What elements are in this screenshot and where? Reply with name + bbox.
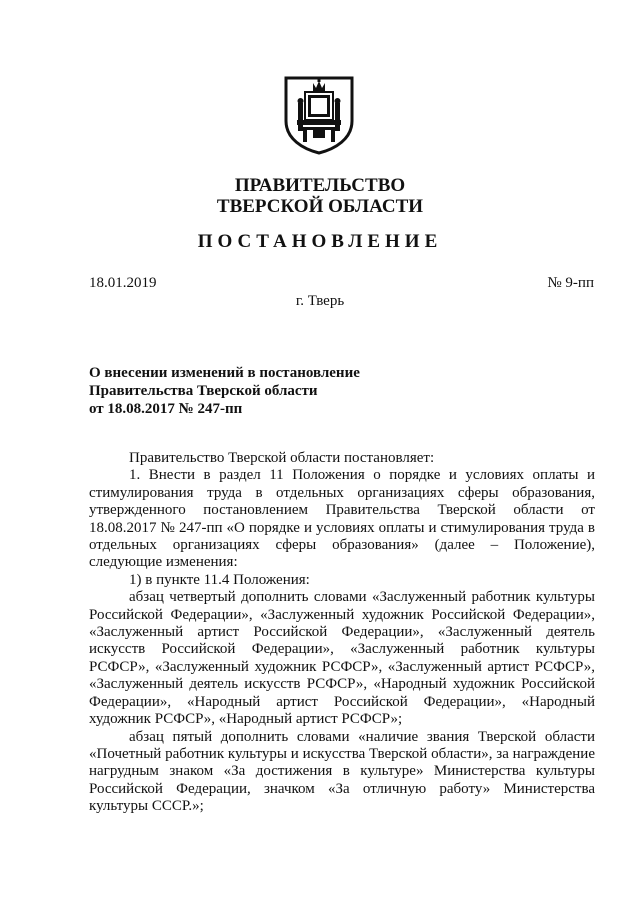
document-type: ПОСТАНОВЛЕНИЕ [197, 231, 443, 252]
government-title: ПРАВИТЕЛЬСТВО [234, 175, 406, 196]
body-paragraph: абзац четвертый дополнить словами «Заслуженный работник культуры Российской Федерации», «Заслуженный художник Российской Федерации», «Заслуженный артист Российской Федерации», «Заслуженный деятель искусств Российской Федерации», «Заслуженный работник культуры РСФСР», «Заслуженный художник РСФСР», «Заслуженный артист РСФСР», «Заслуженный деятель искусств РСФСР», «Народный художник Российской Федерации», «Народный артист Российской Федерации», «Народный художник РСФСР», «Народный артист РСФСР»; [89, 589, 595, 728]
document-number: № 9-пп [547, 275, 594, 291]
document-city: г. Тверь [295, 293, 345, 309]
body-paragraph: Правительство Тверской области постановляет: [129, 450, 435, 466]
document-subject [89, 364, 360, 418]
body-paragraph: абзац пятый дополнить словами «наличие звания Тверской области «Почетный работник культуры и искусства Тверской области», за награждение нагрудным знаком «За достижения в культуре» Министерства культуры Российской Федерации, значком «За отличную работу» Министерства культуры СССР.»; [89, 728, 595, 815]
subject-line: от 18.08.2017 № 247-пп [89, 401, 243, 417]
subject-line: О внесении изменений в постановление [89, 365, 360, 381]
document-body [89, 450, 595, 816]
tver-coat-of-arms-icon [283, 75, 355, 155]
document-date: 18.01.2019 [89, 275, 157, 291]
region-title: ТВЕРСКОЙ ОБЛАСТИ [216, 196, 424, 217]
body-paragraph: 1. Внести в раздел 11 Положения о порядке и условиях оплаты и стимулирования труда в отдельных организациях сферы образования, утвержденного постановлением Правительства Тверской области от 18.08.2017 № 247-пп «О порядке и условиях оплаты и стимулирования труда в отдельных организациях сферы образования» (далее – Положение), следующие изменения: [89, 467, 595, 571]
body-paragraph: 1) в пункте 11.4 Положения: [129, 571, 310, 588]
subject-line: Правительства Тверской области [89, 383, 318, 399]
